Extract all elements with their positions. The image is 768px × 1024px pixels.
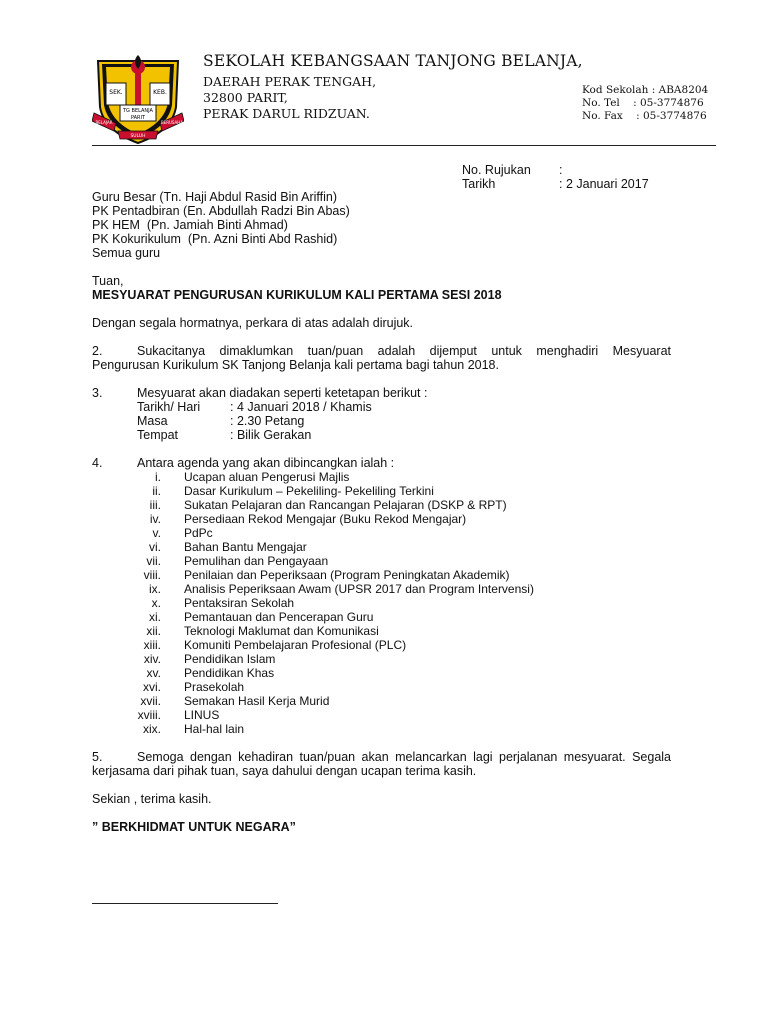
agenda-item: Penilaian dan Peperiksaan (Program Peningkatan Akademik) bbox=[184, 568, 510, 582]
opening-line: Dengan segala hormatnya, perkara di atas adalah dirujuk. bbox=[92, 316, 414, 330]
agenda-roman: xiv. bbox=[143, 652, 161, 666]
agenda-item: Semakan Hasil Kerja Murid bbox=[184, 694, 330, 708]
salutation: Tuan, bbox=[92, 274, 124, 288]
date-value: : 2 Januari 2017 bbox=[559, 177, 649, 191]
agenda-item: Sukatan Pelajaran dan Rancangan Pelajaran (DSKP & RPT) bbox=[184, 498, 507, 512]
paragraph-number: 2. bbox=[92, 344, 103, 358]
paragraph-5-line-2: kerjasama dari pihak tuan, saya dahului dengan ucapan terima kasih. bbox=[92, 764, 477, 778]
agenda-roman: vii. bbox=[146, 554, 161, 568]
agenda-item: Ucapan aluan Pengerusi Majlis bbox=[184, 470, 350, 484]
reference-value: : bbox=[559, 163, 563, 177]
agenda-roman: viii. bbox=[143, 568, 161, 582]
recipient-line: Semua guru bbox=[92, 246, 161, 260]
agenda-item: Pendidikan Islam bbox=[184, 652, 276, 666]
paragraph-number: 3. bbox=[92, 386, 103, 400]
meeting-detail-value: : 2.30 Petang bbox=[230, 414, 305, 428]
paragraph-5-line-1: Semoga dengan kehadiran tuan/puan akan melancarkan lagi perjalanan mesyuarat. Segala bbox=[137, 750, 671, 764]
agenda-roman: x. bbox=[151, 596, 161, 610]
school-code: Kod Sekolah : ABA8204 bbox=[582, 84, 709, 96]
phone-number: No. Tel : 05-3774876 bbox=[582, 97, 704, 109]
logo-text-center2: PARIT bbox=[130, 115, 146, 121]
agenda-roman: xi. bbox=[149, 610, 161, 624]
agenda-roman: vi. bbox=[149, 540, 161, 554]
agenda-roman: xviii. bbox=[137, 708, 161, 722]
school-crest-logo bbox=[92, 47, 184, 147]
paragraph-4-intro: Antara agenda yang akan dibincangkan ialah : bbox=[137, 456, 395, 470]
recipient-line: PK Pentadbiran (En. Abdullah Radzi Bin Abas) bbox=[92, 204, 350, 218]
paragraph-2-line-1: Sukacitanya dimaklumkan tuan/puan adalah dijemput untuk menghadiri Mesyuarat bbox=[137, 344, 671, 358]
agenda-item: Pentaksiran Sekolah bbox=[184, 596, 295, 610]
meeting-detail-label: Tempat bbox=[137, 428, 178, 442]
logo-ribbon-left: BELAJAR bbox=[95, 120, 113, 125]
agenda-item: Teknologi Maklumat dan Komunikasi bbox=[184, 624, 379, 638]
agenda-item: Pendidikan Khas bbox=[184, 666, 275, 680]
date-label: Tarikh bbox=[462, 177, 496, 191]
fax-number: No. Fax : 05-3774876 bbox=[582, 110, 707, 122]
meeting-detail-label: Tarikh/ Hari bbox=[137, 400, 201, 414]
address-line-3: PERAK DARUL RIDZUAN. bbox=[203, 106, 370, 121]
meeting-detail-value: : Bilik Gerakan bbox=[230, 428, 312, 442]
agenda-item: Dasar Kurikulum – Pekeliling- Pekeliling Terkini bbox=[184, 484, 434, 498]
agenda-roman: xv. bbox=[146, 666, 161, 680]
recipient-line: Guru Besar (Tn. Haji Abdul Rasid Bin Ariffin) bbox=[92, 190, 338, 204]
meeting-detail-value: : 4 Januari 2018 / Khamis bbox=[230, 400, 372, 414]
motto: ” BERKHIDMAT UNTUK NEGARA” bbox=[92, 820, 296, 834]
agenda-roman: xii. bbox=[146, 624, 161, 638]
agenda-item: Prasekolah bbox=[184, 680, 245, 694]
agenda-item: Persediaan Rekod Mengajar (Buku Rekod Mengajar) bbox=[184, 512, 467, 526]
agenda-roman: xix. bbox=[143, 722, 161, 736]
paragraph-number: 5. bbox=[92, 750, 103, 764]
reference-label: No. Rujukan bbox=[462, 163, 531, 177]
agenda-item: Komuniti Pembelajaran Profesional (PLC) bbox=[184, 638, 407, 652]
logo-text-left: SEK. bbox=[109, 89, 123, 96]
address-line-1: DAERAH PERAK TENGAH, bbox=[203, 74, 377, 89]
agenda-roman: ii. bbox=[152, 484, 161, 498]
logo-text-center: TG BELANJA bbox=[123, 108, 153, 114]
agenda-roman: xvii. bbox=[140, 694, 161, 708]
logo-text-right: KEB. bbox=[153, 89, 167, 96]
agenda-item: Pemulihan dan Pengayaan bbox=[184, 554, 329, 568]
agenda-roman: v. bbox=[152, 526, 161, 540]
logo-ribbon-right: BERUSAHA bbox=[160, 120, 184, 125]
agenda-roman: xvi. bbox=[143, 680, 161, 694]
recipient-line: PK Kokurikulum (Pn. Azni Binti Abd Rashid) bbox=[92, 232, 338, 246]
address-line-2: 32800 PARIT, bbox=[203, 90, 288, 105]
paragraph-3-intro: Mesyuarat akan diadakan seperti ketetapan berikut : bbox=[137, 386, 428, 400]
agenda-item: Hal-hal lain bbox=[184, 722, 245, 736]
subject-heading: MESYUARAT PENGURUSAN KURIKULUM KALI PERTAMA SESI 2018 bbox=[92, 288, 502, 302]
logo-ribbon-bottom: SULUH bbox=[130, 134, 146, 139]
agenda-roman: i. bbox=[155, 470, 161, 484]
agenda-item: Bahan Bantu Mengajar bbox=[184, 540, 307, 554]
agenda-roman: iii. bbox=[149, 498, 161, 512]
agenda-roman: iv. bbox=[149, 512, 161, 526]
meeting-detail-label: Masa bbox=[137, 414, 168, 428]
closing-line: Sekian , terima kasih. bbox=[92, 792, 212, 806]
agenda-item: Pemantauan dan Pencerapan Guru bbox=[184, 610, 374, 624]
agenda-item: Analisis Peperiksaan Awam (UPSR 2017 dan Program Intervensi) bbox=[184, 582, 534, 596]
agenda-item: LINUS bbox=[184, 708, 220, 722]
paragraph-2-line-2: Pengurusan Kurikulum SK Tanjong Belanja kali pertama bagi tahun 2018. bbox=[92, 358, 499, 372]
signature-line bbox=[92, 903, 278, 904]
school-name: SEKOLAH KEBANGSAAN TANJONG BELANJA, bbox=[203, 52, 583, 70]
letterhead-divider bbox=[92, 145, 716, 146]
paragraph-number: 4. bbox=[92, 456, 103, 470]
recipient-line: PK HEM (Pn. Jamiah Binti Ahmad) bbox=[92, 218, 288, 232]
agenda-roman: ix. bbox=[149, 582, 161, 596]
agenda-item: PdPc bbox=[184, 526, 213, 540]
agenda-roman: xiii. bbox=[143, 638, 161, 652]
